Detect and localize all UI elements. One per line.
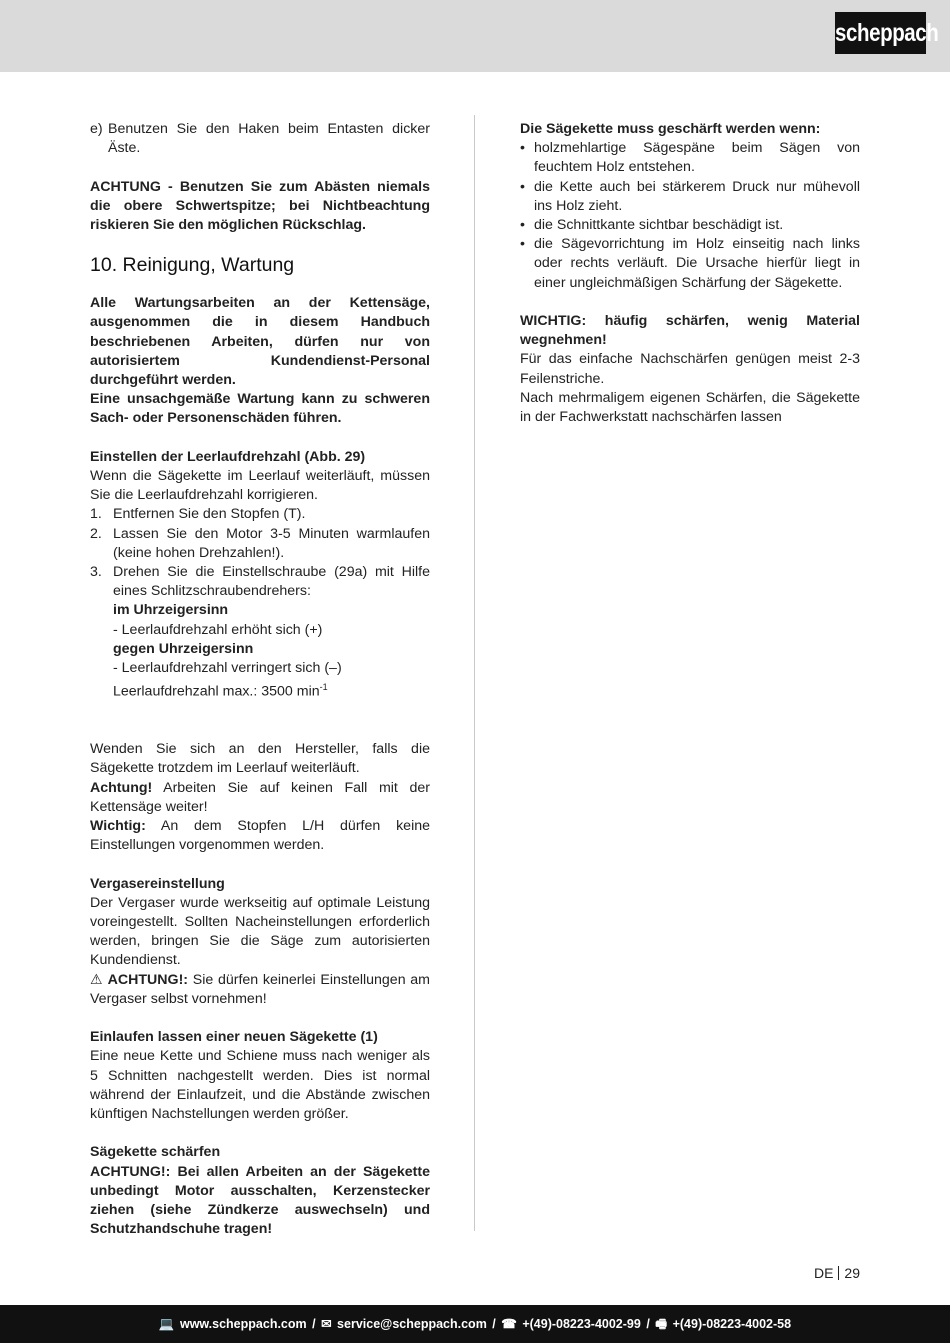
step-text: Lassen Sie den Motor 3-5 Minuten warmlaufen (keine hohen Drehzahlen!). bbox=[113, 525, 430, 561]
wichtig-label: WICHTIG bbox=[520, 313, 582, 330]
footer-separator: / bbox=[646, 1317, 650, 1331]
sharpen-heading: Sägekette schärfen bbox=[90, 1144, 221, 1161]
page-header bbox=[0, 0, 950, 72]
idle-speed-heading: Einstellen der Leerlaufdrehzahl (Abb. 29) bbox=[90, 448, 366, 465]
simple-sharpen-text: Für das einfache Nachschärfen genügen meist 2-3 Feilenstriche. bbox=[520, 351, 860, 387]
clockwise-text: - Leerlaufdrehzahl erhöht sich (+) bbox=[113, 621, 323, 638]
page-footer bbox=[0, 1305, 950, 1343]
break-in-heading: Einlaufen lassen einer neuen Sägekette (1) bbox=[90, 1029, 378, 1046]
maintenance-note: Alle Wartungsarbeiten an der Kettensäge, ausgenommen die in diesem Handbuch beschriebenen Arbeiten, dürfen nur von autorisiertem Kundendienst-Personal durchgeführt werden. bbox=[90, 295, 430, 389]
counterclockwise-label: gegen Uhrzeigersinn bbox=[113, 640, 254, 657]
clockwise-label: im Uhrzeigersinn bbox=[113, 602, 229, 619]
carburetor-warning bbox=[90, 971, 430, 1009]
step-item bbox=[90, 505, 430, 524]
list-item bbox=[520, 178, 860, 216]
list-item-e bbox=[90, 120, 430, 158]
list-item-text: die Sägevorrichtung im Holz einseitig nach links oder rechts verläuft. Die Ursache hierfür liegt in einer ungleichmäßigen Schärfung der Sägekette. bbox=[534, 236, 860, 291]
wichtig-text: : häufig schärfen, wenig Material wegnehmen! bbox=[520, 313, 860, 349]
step-text: Entfernen Sie den Stopfen (T). bbox=[113, 506, 306, 523]
page-number-value: 29 bbox=[844, 1265, 860, 1281]
list-item bbox=[520, 139, 860, 177]
section-title: 10. Reinigung, Wartung bbox=[90, 254, 295, 277]
page-number bbox=[814, 1264, 860, 1282]
step-text: Drehen Sie die Einstellschraube (29a) mit Hilfe eines Schlitzschraubendrehers: bbox=[113, 564, 430, 600]
wichtig-label: Wichtig: bbox=[90, 818, 146, 834]
carburetor-warning-label: ACHTUNG!: bbox=[103, 971, 189, 988]
step-item bbox=[90, 563, 430, 601]
contact-manufacturer-text: Wenden Sie sich an den Hersteller, falls die Sägekette trotzdem im Leerlauf weiterläuft. bbox=[90, 741, 430, 777]
list-item-text: die Kette auch bei stärkerem Druck nur mühevoll ins Holz zieht. bbox=[534, 178, 860, 214]
list-item-label: e) bbox=[90, 121, 103, 137]
step-item bbox=[90, 525, 430, 563]
column-divider bbox=[474, 115, 475, 1231]
language-code: DE bbox=[813, 1265, 834, 1281]
phone-icon: ☎ bbox=[501, 1317, 517, 1331]
bullet-icon: • bbox=[520, 140, 525, 157]
achtung-note bbox=[90, 779, 430, 817]
carburetor-text: Der Vergaser wurde werkseitig auf optimale Leistung voreingestellt. Sollten Nacheinstellungen erforderlich werden, bringen Sie die Säge zum autorisierten Kundendienst. bbox=[90, 894, 430, 969]
wichtig-note bbox=[90, 817, 430, 855]
idle-speed-intro: Wenn die Sägekette im Leerlauf weiterläuft, müssen Sie die Leerlaufdrehzahl korrigieren. bbox=[90, 468, 430, 504]
step-number: 2. bbox=[90, 525, 102, 542]
sharpen-when-heading: Die Sägekette muss geschärft werden wenn: bbox=[520, 121, 821, 137]
list-item-text: holzmehlartige Sägespäne beim Sägen von feuchtem Holz entstehen. bbox=[534, 140, 860, 176]
max-idle-unit-exponent: -1 bbox=[319, 682, 328, 693]
warning-triangle-icon: ⚠ bbox=[90, 971, 104, 988]
scheppach-logo: scheppach bbox=[835, 12, 926, 54]
step-number: 3. bbox=[90, 564, 102, 581]
page-number-divider bbox=[838, 1266, 839, 1280]
phone-number[interactable]: +(49)-08223-4002-99 bbox=[522, 1317, 641, 1331]
step-number: 1. bbox=[90, 506, 102, 523]
maintenance-warning: Eine unsachgemäße Wartung kann zu schweren Sach- oder Personenschäden führen. bbox=[90, 391, 430, 427]
carburetor-warning-text: Sie dürfen keinerlei Einstellungen am Vergaser selbst vornehmen! bbox=[90, 971, 430, 1007]
footer-separator: / bbox=[312, 1317, 316, 1331]
bullet-icon: • bbox=[520, 236, 525, 253]
computer-icon: 💻 bbox=[158, 1317, 175, 1331]
list-item-text: Benutzen Sie den Haken beim Entasten dicker Äste. bbox=[108, 121, 430, 157]
list-item bbox=[520, 235, 860, 293]
break-in-text: Eine neue Kette und Schiene muss nach weniger als 5 Schnitten nachgestellt werden. Dies ist normal während der Einlaufzeit, und die Abstände zwischen künftigen Nachstellungen werden größer. bbox=[90, 1048, 430, 1123]
sharpen-warning: ACHTUNG!: Bei allen Arbeiten an der Sägekette unbedingt Motor ausschalten, Kerzenstecker ziehen (siehe Zündkerze auswechseln) und Schutzhandschuhe tragen! bbox=[90, 1163, 430, 1238]
fax-number: +(49)-08223-4002-58 bbox=[672, 1317, 792, 1331]
website-link[interactable]: www.scheppach.com bbox=[179, 1317, 307, 1331]
achtung-text: Arbeiten Sie auf keinen Fall mit der Kettensäge weiter! bbox=[90, 779, 430, 815]
email-link[interactable]: service@scheppach.com bbox=[337, 1317, 487, 1331]
max-idle-text: Leerlaufdrehzahl max.: 3500 min bbox=[113, 683, 320, 700]
workshop-sharpen-text: Nach mehrmaligem eigenen Schärfen, die Sägekette in der Fachwerkstatt nachschärfen lassen bbox=[520, 389, 860, 426]
right-column bbox=[520, 120, 860, 427]
fax-icon: 🖷 bbox=[655, 1317, 668, 1331]
wichtig-text: An dem Stopfen L/H dürfen keine Einstellungen vorgenommen werden. bbox=[90, 818, 430, 854]
left-column bbox=[90, 120, 430, 1239]
max-idle-speed bbox=[90, 678, 430, 702]
carburetor-heading: Vergasereinstellung bbox=[90, 875, 225, 892]
list-item-text: die Schnittkante sichtbar beschädigt ist. bbox=[534, 217, 784, 234]
achtung-label: Achtung! bbox=[90, 779, 153, 796]
wichtig-note bbox=[520, 312, 860, 350]
mail-icon: ✉ bbox=[321, 1317, 332, 1331]
list-item bbox=[520, 216, 860, 235]
counterclockwise-text: - Leerlaufdrehzahl verringert sich (–) bbox=[113, 660, 342, 677]
bullet-icon: • bbox=[520, 178, 525, 195]
branch-warning: ACHTUNG - Benutzen Sie zum Abästen niemals die obere Schwertspitze; bei Nichtbeachtung riskieren Sie den möglichen Rückschlag. bbox=[90, 178, 430, 233]
bullet-icon: • bbox=[520, 217, 525, 234]
footer-separator: / bbox=[492, 1317, 496, 1331]
